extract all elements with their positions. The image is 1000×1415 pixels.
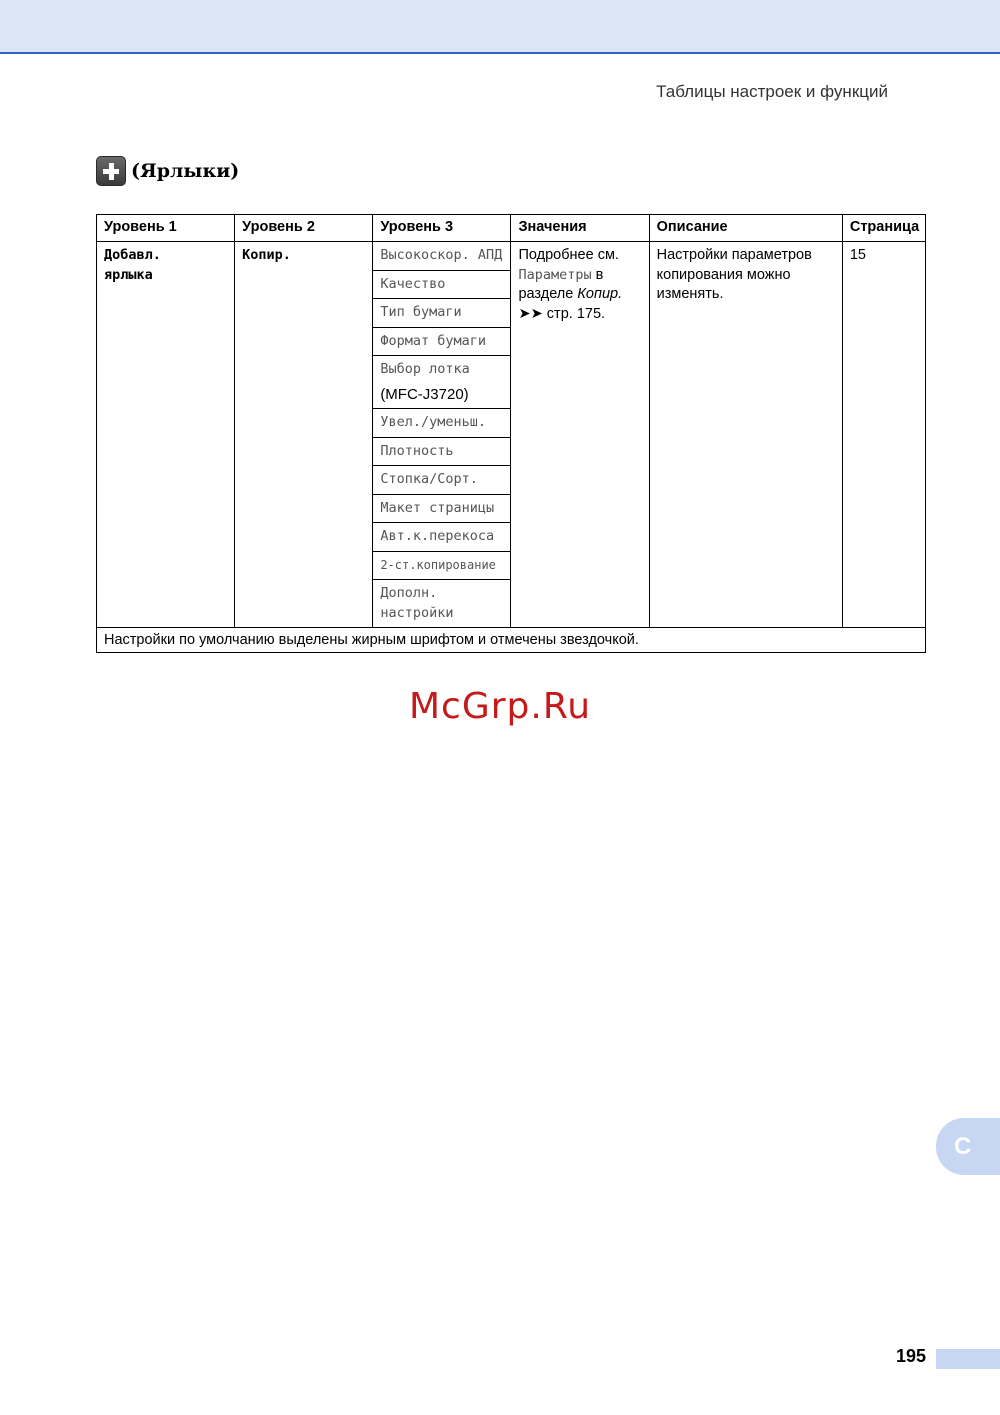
list-item: Увел./уменьш. [373,409,510,438]
column-header-values: Значения [511,215,649,242]
values-text: в [591,266,604,283]
column-header-description: Описание [649,215,842,242]
values-text: разделе [518,286,578,302]
column-header-page: Страница [842,215,925,242]
page-number-bar [936,1349,1000,1369]
list-item: Плотность [373,438,510,467]
list-item: Высокоскор. АПД [373,242,510,271]
list-item: Дополн. настройки [380,585,454,621]
page-number: 195 [895,1346,926,1366]
plus-icon [96,156,126,186]
running-header: Таблицы настроек и функций [656,82,888,101]
section-title: (Ярлыки) [131,160,240,182]
level3-cell [373,242,511,628]
column-header-level1: Уровень 1 [97,215,235,242]
model-note: (MFC-J3720) [380,385,469,403]
list-item: 2-ст.копирование [373,552,510,581]
list-item: Стопка/Сорт. [373,466,510,495]
level2-cell: Копир. [235,242,373,628]
level1-line: Добавл. [104,247,161,263]
footnote: Настройки по умолчанию выделены жирным шрифтом и отмечены звездочкой. [97,628,926,653]
column-header-level2: Уровень 2 [235,215,373,242]
params-reference: Параметры [518,266,592,283]
values-text: Подробнее см. [518,247,619,263]
arrow-icon: ➤➤ [518,305,543,322]
page-cell: 15 [842,242,925,628]
list-item-label: Выбор лотка [380,361,470,377]
chapter-tab: C [936,1118,1000,1175]
settings-table [96,214,926,653]
level1-cell [97,242,235,628]
section-reference: Копир. [577,286,623,302]
list-item: Авт.к.перекоса [373,523,510,552]
footnote-row [97,628,926,653]
page-reference: стр. 175. [542,305,606,322]
watermark: McGrp.Ru [408,686,592,727]
level1-line: ярлыка [104,266,153,283]
values-cell [511,242,649,628]
table-header-row [97,215,926,242]
list-item: Тип бумаги [373,299,510,328]
description-cell: Настройки параметров копирования можно изменять. [649,242,842,628]
top-band [0,0,1000,54]
list-item: Макет страницы [373,495,510,524]
column-header-level3: Уровень 3 [373,215,511,242]
list-item-tray [373,356,510,409]
table-row [97,242,926,628]
section-heading [96,156,239,186]
list-item: Формат бумаги [373,328,510,357]
list-item: Качество [373,271,510,300]
